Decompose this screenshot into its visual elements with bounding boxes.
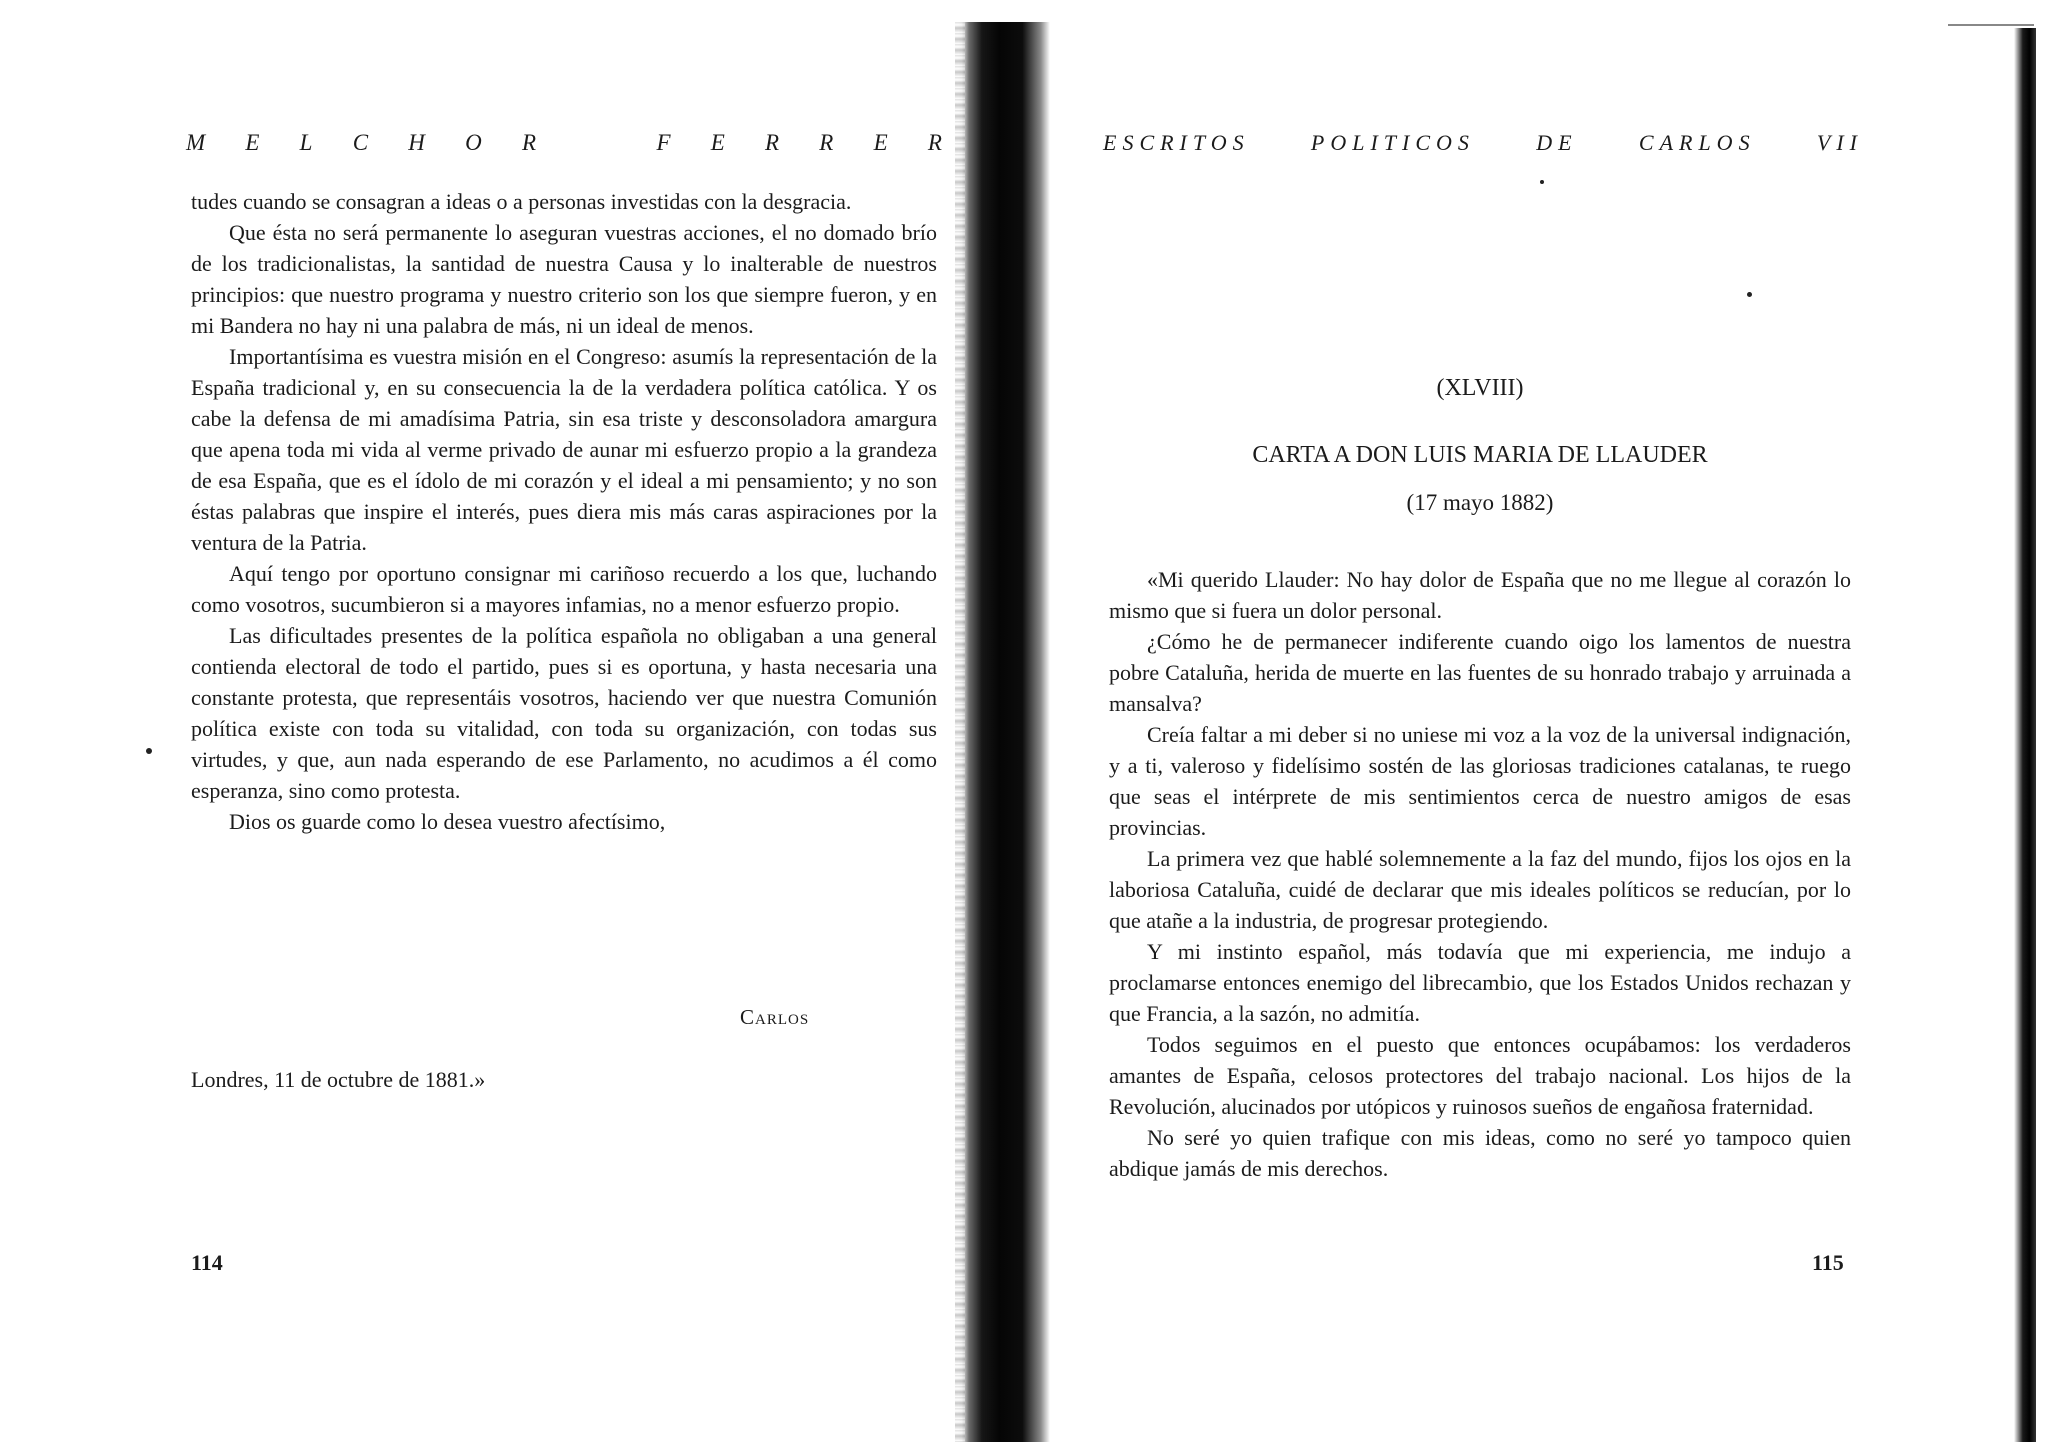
paragraph: Las dificultades presentes de la política española no obligaban a una general contienda electoral de todo el partido, pues si es oportuna, y hasta necesaria una constante protesta, que representáis vosotros, haciendo ver que nuestra Comunión política existe con toda su vitalidad, con toda su organización, con todas sus virtudes, y que, aun nada esperando de ese Parlamento, no acudimos a él como esperanza, sino como protesta. — [191, 623, 937, 803]
paragraph: Aquí tengo por oportuno consignar mi cariñoso recuerdo a los que, luchando como vosotros, sucumbieron si a mayores infamias, no a menor esfuerzo propio. — [191, 561, 937, 617]
paragraph: Dios os guarde como lo desea vuestro afectísimo, — [229, 809, 666, 834]
paragraph: tudes cuando se consagran a ideas o a personas investidas con la desgracia. — [191, 189, 852, 214]
paragraph: ¿Cómo he de permanecer indiferente cuando oigo los lamentos de nuestra pobre Cataluña, herida de muerte en las fuentes de su honrado trabajo y arruinada a mansalva? — [1109, 629, 1851, 716]
running-head-letter: E — [245, 130, 260, 155]
page-number: 115 — [1812, 1250, 1844, 1275]
paragraph: Creía faltar a mi deber si no uniese mi voz a la voz de la universal indignación, y a ti, valeroso y fidelísimo sostén de las gloriosas tradiciones catalanas, te ruego que seas el intérprete de mis sentimientos cerca de nuestro amigos de esas provincias. — [1109, 722, 1851, 840]
paragraph: Y mi instinto español, más todavía que mi experiencia, me indujo a proclamarse entonces enemigo del librecambio, que los Estados Unidos rechazan y que Francia, a la sazón, no admitía. — [1109, 939, 1851, 1026]
running-head-letter: C — [352, 130, 369, 155]
running-head-letter: E — [710, 130, 725, 155]
dateline: Londres, 11 de octubre de 1881.» — [191, 1067, 486, 1092]
running-head-right — [1103, 130, 1863, 166]
running-head-letter: M — [186, 130, 206, 155]
running-head-left — [186, 130, 942, 166]
running-head-letter: H — [408, 130, 425, 155]
running-head-word: CARLOS — [1638, 130, 1756, 155]
running-head-word: DE — [1536, 130, 1578, 155]
running-head-letter: F — [656, 130, 671, 155]
running-head-letter: O — [465, 130, 482, 155]
book-gutter-shadow — [958, 22, 1050, 1442]
scan-speck — [1747, 292, 1752, 297]
chapter-number: (XLVIII) — [1436, 375, 1524, 401]
right-body-text — [1109, 564, 1851, 1184]
running-head-letter: R — [819, 130, 834, 155]
chapter-title: CARTA A DON LUIS MARIA DE LLAUDER — [1252, 442, 1708, 468]
running-head-word: VII — [1816, 130, 1863, 155]
scan-speck — [1540, 180, 1544, 184]
page-number: 114 — [191, 1250, 223, 1275]
running-head-word: ESCRITOS — [1103, 130, 1250, 155]
paragraph: No seré yo quien trafique con mis ideas, como no seré yo tampoco quien abdique jamás de mis derechos. — [1109, 1125, 1851, 1181]
left-page — [0, 0, 960, 1442]
paragraph: Todos seguimos en el puesto que entonces ocupábamos: los verdaderos amantes de España, celosos protectores del trabajo nacional. Los hijos de la Revolución, alucinados por utópicos y ruinosos sueños de engañosa fraternidad. — [1109, 1032, 1851, 1119]
signature: Carlos — [740, 1005, 810, 1029]
paragraph: «Mi querido Llauder: No hay dolor de España que no me llegue al corazón lo mismo que si fuera un dolor personal. — [1109, 567, 1851, 623]
paragraph: Que ésta no será permanente lo aseguran vuestras acciones, el no domado brío de los tradicionalistas, la santidad de nuestra Causa y lo inalterable de nuestros principios: que nuestro programa y nuestro criterio son los que siempre fueron, y en mi Bandera no hay ni una palabra de más, ni un ideal de menos. — [191, 220, 937, 338]
page-edge-shadow — [2014, 28, 2036, 1442]
running-head-letter: R — [765, 130, 780, 155]
running-head-word: POLITICOS — [1310, 130, 1475, 155]
paragraph: La primera vez que hablé solemnemente a la faz del mundo, fijos los ojos en la laboriosa Cataluña, cuidé de declarar que mis ideales políticos se reducían, por lo que atañe a la industria, de progresar protegiendo. — [1109, 846, 1851, 933]
left-body-text — [191, 186, 937, 837]
running-head-letter: L — [299, 130, 313, 155]
scan-edge-line — [1948, 24, 2034, 26]
chapter-date: (17 mayo 1882) — [1406, 490, 1554, 515]
running-head-letter: R — [521, 130, 536, 155]
running-head-letter: R — [927, 130, 942, 155]
running-head-letter: E — [873, 130, 888, 155]
paragraph: Importantísima es vuestra misión en el Congreso: asumís la representación de la España tradicional y, en su consecuencia la de la verdadera política católica. Y os cabe la defensa de mi amadísima Patria, sin esa triste y desconsoladora amargura que apena toda mi vida al verme privado de aunar mi esfuerzo propio a la grandeza de esa España, que es el ídolo de mi corazón y el ideal a mi pensamiento; y no son éstas palabras que inspire el interés, pues diera mis más caras aspiraciones por la ventura de la Patria. — [191, 344, 937, 555]
